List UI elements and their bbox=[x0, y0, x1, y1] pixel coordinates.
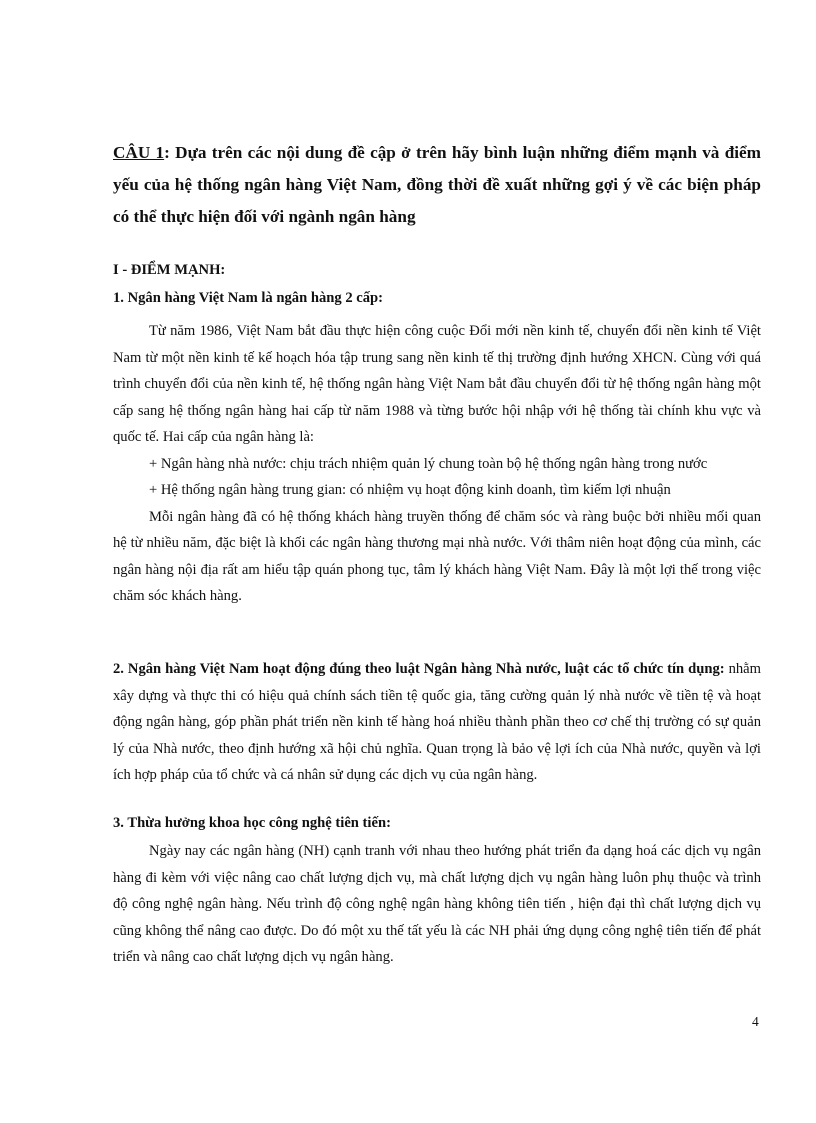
item3-heading: 3. Thừa hưởng khoa học công nghệ tiên tiến: bbox=[113, 815, 391, 831]
item1-heading: 1. Ngân hàng Việt Nam là ngân hàng 2 cấp: bbox=[113, 290, 384, 306]
item1-bullet1: + Ngân hàng nhà nước: chịu trách nhiệm quản lý chung toàn bộ hệ thống ngân hàng trong nước bbox=[149, 455, 708, 472]
item3-body bbox=[113, 838, 761, 971]
item1-bullet2: + Hệ thống ngân hàng trung gian: có nhiệm vụ hoạt động kinh doanh, tìm kiếm lợi nhuận bbox=[149, 482, 671, 498]
item2-body bbox=[113, 656, 761, 789]
item3-paragraph1: Ngày nay các ngân hàng (NH) cạnh tranh với nhau theo hướng phát triển đa dạng hoá các dịch vụ ngân hàng đi kèm với việc nâng cao chất lượng dịch vụ, mà chất lượng dịch vụ ngân hàng luôn phụ thuộc và trình độ công nghệ ngân hàng. Nếu trình độ công nghệ ngân hàng không tiên tiến , hiện đại thì chất lượng dịch vụ cũng không thể nâng cao được. Do đó một xu thế tất yếu là các NH phải ứng dụng công nghệ tiên tiến để phát triển và nâng cao chất lượng dịch vụ ngân hàng. bbox=[113, 843, 761, 965]
item2-text: nhằm xây dựng và thực thi có hiệu quả chính sách tiền tệ quốc gia, tăng cường quản lý nhà nước về tiền tệ và hoạt động ngân hàng, góp phần phát triển nền kinh tế hàng hoá nhiều thành phần theo cơ chế thị trường có sự quản lý của Nhà nước, theo định hướng xã hội chủ nghĩa. Quan trọng là bảo vệ lợi ích của Nhà nước, quyền và lợi ích hợp pháp của tổ chức và cá nhân sử dụng các dịch vụ của ngân hàng. bbox=[113, 661, 761, 783]
question-title bbox=[113, 137, 761, 233]
item2-heading: 2. Ngân hàng Việt Nam hoạt động đúng theo luật Ngân hàng Nhà nước, luật các tổ chức tín dụng: bbox=[113, 661, 725, 677]
item1-paragraph2: Mỗi ngân hàng đã có hệ thống khách hàng truyền thống để chăm sóc và ràng buộc bởi nhiều mối quan hệ từ nhiều năm, đặc biệt là khối các ngân hàng thương mại nhà nước. Với thâm niên hoạt động của mình, các ngân hàng nội địa rất am hiểu tập quán phong tục, tâm lý khách hàng Việt Nam. Đây là một lợi thế trong việc chăm sóc khách hàng. bbox=[113, 508, 761, 604]
item1-body bbox=[113, 318, 761, 610]
question-text: : Dựa trên các nội dung đề cập ở trên hãy bình luận những điểm mạnh và điểm yếu của hệ thống ngân hàng Việt Nam, đồng thời đề xuất những gợi ý về các biện pháp có thể thực hiện đối với ngành ngân hàng bbox=[113, 143, 761, 226]
item1-paragraph1: Từ năm 1986, Việt Nam bắt đầu thực hiện công cuộc Đổi mới nền kinh tế, chuyển đổi nền kinh tế Việt Nam từ một nền kinh tế kế hoạch hóa tập trung sang nền kinh tế thị trường định hướng XHCN. Cùng với quá trình chuyển đổi của nền kinh tế, hệ thống ngân hàng Việt Nam bắt đầu chuyển đổi từ hệ thống ngân hàng một cấp sang hệ thống ngân hàng hai cấp từ năm 1988 và từng bước hội nhập với hệ thống tài chính khu vực và quốc tế. Hai cấp của ngân hàng là: bbox=[113, 323, 761, 445]
question-label: CÂU 1 bbox=[113, 143, 165, 162]
section-heading-strengths: I - ĐIỂM MẠNH: bbox=[113, 262, 226, 278]
page-number: 4 bbox=[752, 1014, 759, 1029]
